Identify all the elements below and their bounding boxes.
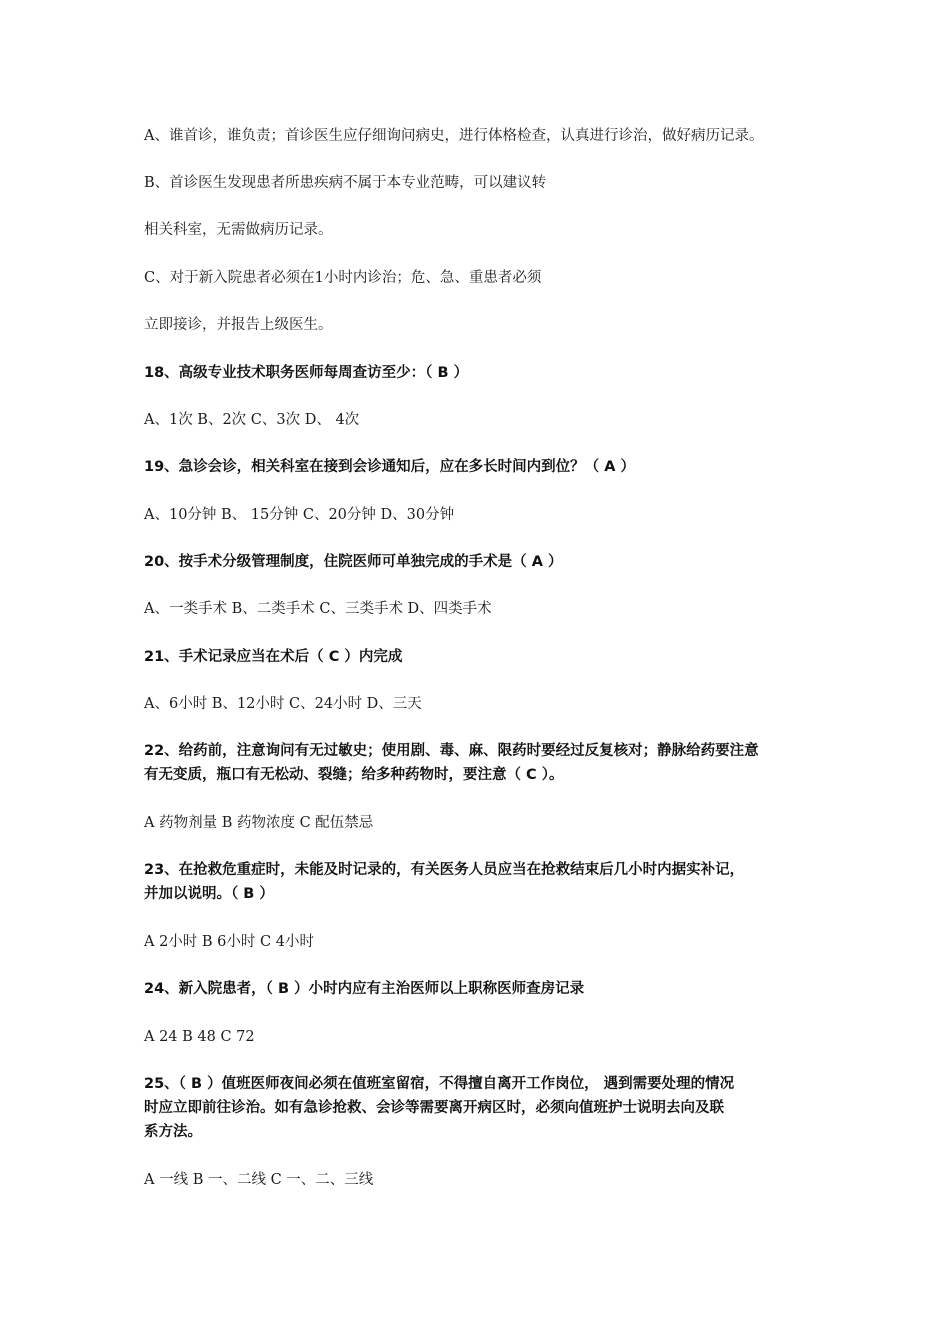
question-25-continued: 时应立即前往诊治。如有急诊抢救、会诊等需要离开病区时，必须向值班护士说明去向及联 [144, 1100, 724, 1116]
answers-23: A 2小时 B 6小时 C 4小时 [144, 934, 314, 950]
question-23-continued: 并加以说明。（ B ） [144, 886, 274, 902]
option-b-continued: 相关科室，无需做病历记录。 [144, 222, 333, 238]
question-20: 20、按手术分级管理制度，住院医师可单独完成的手术是（ A ） [144, 554, 563, 570]
answers-24: A 24 B 48 C 72 [144, 1029, 255, 1045]
answers-18: A、1次 B、2次 C、3次 D、 4次 [144, 412, 360, 428]
question-21: 21、手术记录应当在术后（ C ）内完成 [144, 649, 403, 665]
option-b-text: B、首诊医生发现患者所患疾病不属于本专业范畴，可以建议转 [144, 175, 547, 191]
question-25: 25、（ B ）值班医师夜间必须在值班室留宿，不得擅自离开工作岗位， 遇到需要处理的情况 [144, 1076, 735, 1092]
option-c-text: C、对于新入院患者必须在1小时内诊治；危、急、重患者必须 [144, 270, 542, 286]
answers-22: A 药物剂量 B 药物浓度 C 配伍禁忌 [144, 815, 374, 831]
question-22: 22、给药前，注意询问有无过敏史；使用剧、毒、麻、限药时要经过反复核对；静脉给药要注意 [144, 743, 759, 759]
answers-25: A 一线 B 一、二线 C 一、二、三线 [144, 1172, 374, 1188]
question-23: 23、在抢救危重症时，未能及时记录的，有关医务人员应当在抢救结束后几小时内据实补记， [144, 862, 745, 878]
answers-21: A、6小时 B、12小时 C、24小时 D、三天 [144, 696, 422, 712]
question-25-continued-2: 系方法。 [144, 1124, 202, 1140]
answers-20: A、一类手术 B、二类手术 C、三类手术 D、四类手术 [144, 601, 492, 617]
option-c-continued: 立即接诊，并报告上级医生。 [144, 317, 333, 333]
option-a-text: A、谁首诊，谁负责；首诊医生应仔细询问病史，进行体格检查，认真进行诊治，做好病历记录。 [144, 128, 764, 144]
question-22-continued: 有无变质，瓶口有无松动、裂缝；给多种药物时，要注意（ C ）。 [144, 767, 564, 783]
question-24: 24、新入院患者，（ B ）小时内应有主治医师以上职称医师查房记录 [144, 981, 585, 997]
answers-19: A、10分钟 B、 15分钟 C、20分钟 D、30分钟 [144, 507, 455, 523]
question-18: 18、高级专业技术职务医师每周查访至少：（ B ） [144, 365, 469, 381]
question-19: 19、急诊会诊，相关科室在接到会诊通知后，应在多长时间内到位？（ A ） [144, 459, 635, 475]
